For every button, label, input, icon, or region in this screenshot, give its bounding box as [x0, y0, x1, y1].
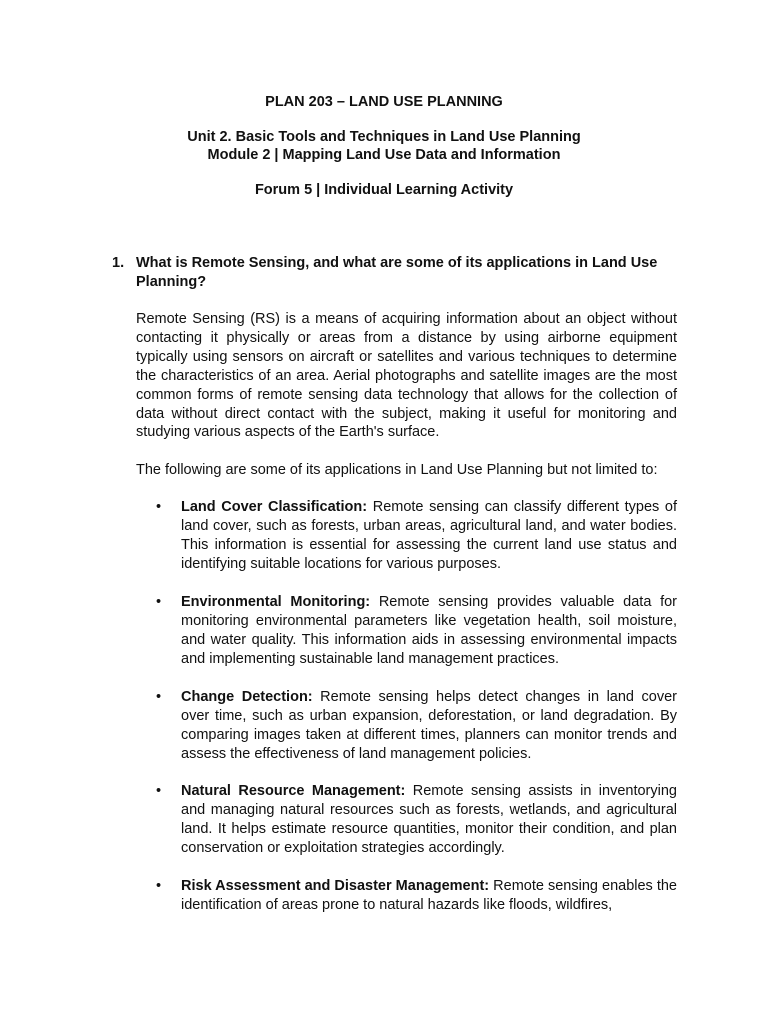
bullet-icon: •	[156, 594, 162, 610]
bullet-icon: •	[156, 783, 162, 799]
module-title: Module 2 | Mapping Land Use Data and Information	[207, 147, 561, 163]
list-item	[136, 688, 677, 764]
document-header	[0, 93, 768, 199]
course-title: PLAN 203 – LAND USE PLANNING	[265, 94, 503, 110]
list-item-term: Environmental Monitoring:	[181, 594, 371, 610]
list-item-text: Remote sensing helps detect changes in land cover over time, such as urban expansion, deforestation, or land degradation. By comparing images taken at different times, planners can monitor trends and assess the effectiveness of land management policies.	[181, 689, 677, 762]
question-1	[112, 254, 677, 292]
list-item	[136, 877, 677, 915]
bullet-icon: •	[156, 499, 162, 515]
question-text: What is Remote Sensing, and what are some of its applications in Land Use Planning?	[136, 255, 658, 290]
list-item	[136, 782, 677, 858]
unit-title: Unit 2. Basic Tools and Techniques in Land Use Planning	[187, 129, 581, 145]
question-number: 1.	[112, 255, 125, 271]
list-item-text: Remote sensing provides valuable data for monitoring environmental parameters like vegetation health, soil moisture, and water quality. This information aids in assessing environmental impacts and implementing sustainable land management practices.	[181, 594, 678, 667]
applications-intro: The following are some of its applications in Land Use Planning but not limited to:	[136, 462, 658, 478]
list-item-term: Land Cover Classification:	[181, 499, 368, 515]
forum-title: Forum 5 | Individual Learning Activity	[254, 182, 514, 198]
list-item	[136, 593, 677, 669]
list-item-term: Risk Assessment and Disaster Management:	[181, 878, 490, 894]
list-item	[136, 498, 677, 574]
list-item-term: Change Detection:	[181, 689, 313, 705]
bullet-icon: •	[156, 878, 162, 894]
list-item-text: Remote sensing can classify different types of land cover, such as forests, urban areas, agricultural land, and water bodies. This information is essential for assessing the current land use status and identifying suitable locations for various purposes.	[181, 499, 677, 572]
definition-paragraph: Remote Sensing (RS) is a means of acquiring information about an object without contacting it physically or areas from a distance by using airborne equipment typically using sensors on aircraft or satellites and various techniques to determine the characteristics of an area. Aerial photographs and satellite images are the most common forms of remote sensing data technology that allows for the collection of data without direct contact with the subject, making it useful for monitoring and studying various aspects of the Earth's surface.	[136, 311, 677, 441]
list-item-text: Remote sensing enables the identification of areas prone to natural hazards like floods, wildfires,	[181, 878, 677, 913]
bullet-icon: •	[156, 689, 162, 705]
list-item-term: Natural Resource Management:	[181, 783, 406, 799]
list-item-text: Remote sensing assists in inventorying and managing natural resources such as forests, wetlands, and agricultural land. It helps estimate resource quantities, monitor their condition, and plan conservation or exploitation strategies accordingly.	[181, 783, 677, 856]
